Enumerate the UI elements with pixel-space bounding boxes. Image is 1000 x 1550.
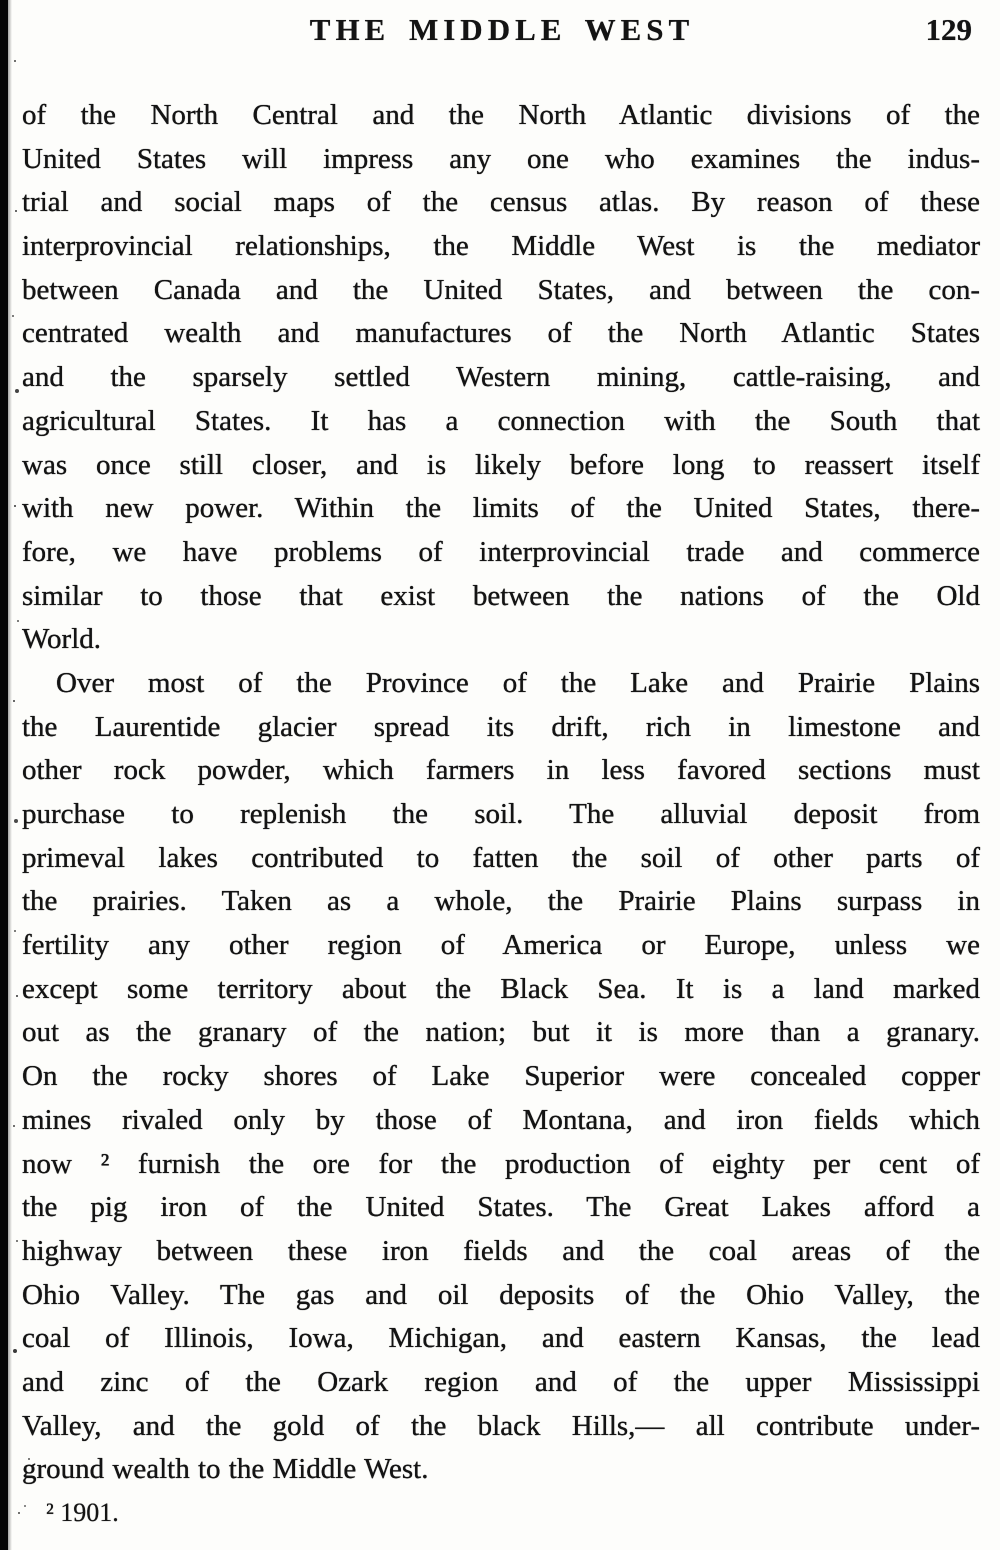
- text-line: primeval lakes contributed to fatten the soil of other parts of: [22, 841, 980, 874]
- text-line: fertility any other region of America or Europe, unless we: [22, 929, 980, 962]
- text-line: highway between these iron fields and the coal areas of the: [22, 1234, 980, 1267]
- text-line: of the North Central and the North Atlantic divisions of the: [22, 99, 980, 131]
- text-line: the pig iron of the United States. The Great Lakes afford a: [22, 1191, 980, 1224]
- text-line: between Canada and the United States, and between the con-: [22, 273, 980, 306]
- scan-gutter-edge: [0, 0, 8, 1550]
- text-line: with new power. Within the limits of the United States, there-: [22, 492, 980, 525]
- text-line: mines rivaled only by those of Montana, and iron fields which: [22, 1103, 980, 1136]
- text-line: Valley, and the gold of the black Hills,— all contribute under-: [22, 1409, 980, 1442]
- text-line: now ² furnish the ore for the production of eighty per cent of: [22, 1147, 980, 1180]
- text-line: the Laurentide glacier spread its drift, rich in limestone and: [22, 710, 980, 743]
- text-line: centrated wealth and manufactures of the North Atlantic States: [22, 317, 980, 350]
- text-line: On the rocky shores of Lake Superior were concealed copper: [22, 1060, 980, 1093]
- text-line: except some territory about the Black Sea. It is a land marked: [22, 972, 980, 1005]
- text-line: fore, we have problems of interprovincial trade and commerce: [22, 535, 980, 568]
- text-line: agricultural States. It has a connection with the South that: [22, 404, 980, 437]
- text-line: the prairies. Taken as a whole, the Prairie Plains surpass in: [22, 885, 980, 918]
- page-number: 129: [925, 12, 972, 47]
- text-line: Ohio Valley. The gas and oil deposits of the Ohio Valley, the: [22, 1278, 980, 1311]
- text-line: United States will impress any one who examines the indus-: [22, 142, 980, 175]
- text-line: purchase to replenish the soil. The alluvial deposit from: [22, 798, 980, 830]
- text-line: other rock powder, which farmers in less favored sections must: [22, 754, 980, 787]
- running-title: THE MIDDLE WEST: [309, 12, 695, 47]
- body-text: [22, 94, 980, 1492]
- text-line: trial and social maps of the census atlas. By reason of these: [22, 186, 980, 219]
- text-line: out as the granary of the nation; but it is more than a granary.: [22, 1016, 980, 1049]
- text-line: and zinc of the Ozark region and of the upper Mississippi: [22, 1365, 980, 1398]
- text-line: coal of Illinois, Iowa, Michigan, and eastern Kansas, the lead: [22, 1322, 980, 1355]
- scan-speckles: [14, 60, 16, 62]
- page-header: [22, 12, 982, 52]
- text-line: was once still closer, and is likely before long to reassert itself: [22, 448, 980, 481]
- text-line: and the sparsely settled Western mining, cattle-raising, and: [22, 361, 980, 394]
- text-line: ground wealth to the Middle West.: [22, 1453, 429, 1486]
- text-line: Over most of the Province of the Lake and Prairie Plains: [56, 666, 980, 699]
- paragraph: [22, 94, 980, 662]
- paragraph: [22, 662, 980, 1492]
- text-line: interprovincial relationships, the Middle West is the mediator: [22, 230, 980, 263]
- footnote: ² 1901.: [46, 1498, 119, 1527]
- text-line: similar to those that exist between the nations of the Old: [22, 579, 980, 612]
- text-line: World.: [22, 623, 102, 656]
